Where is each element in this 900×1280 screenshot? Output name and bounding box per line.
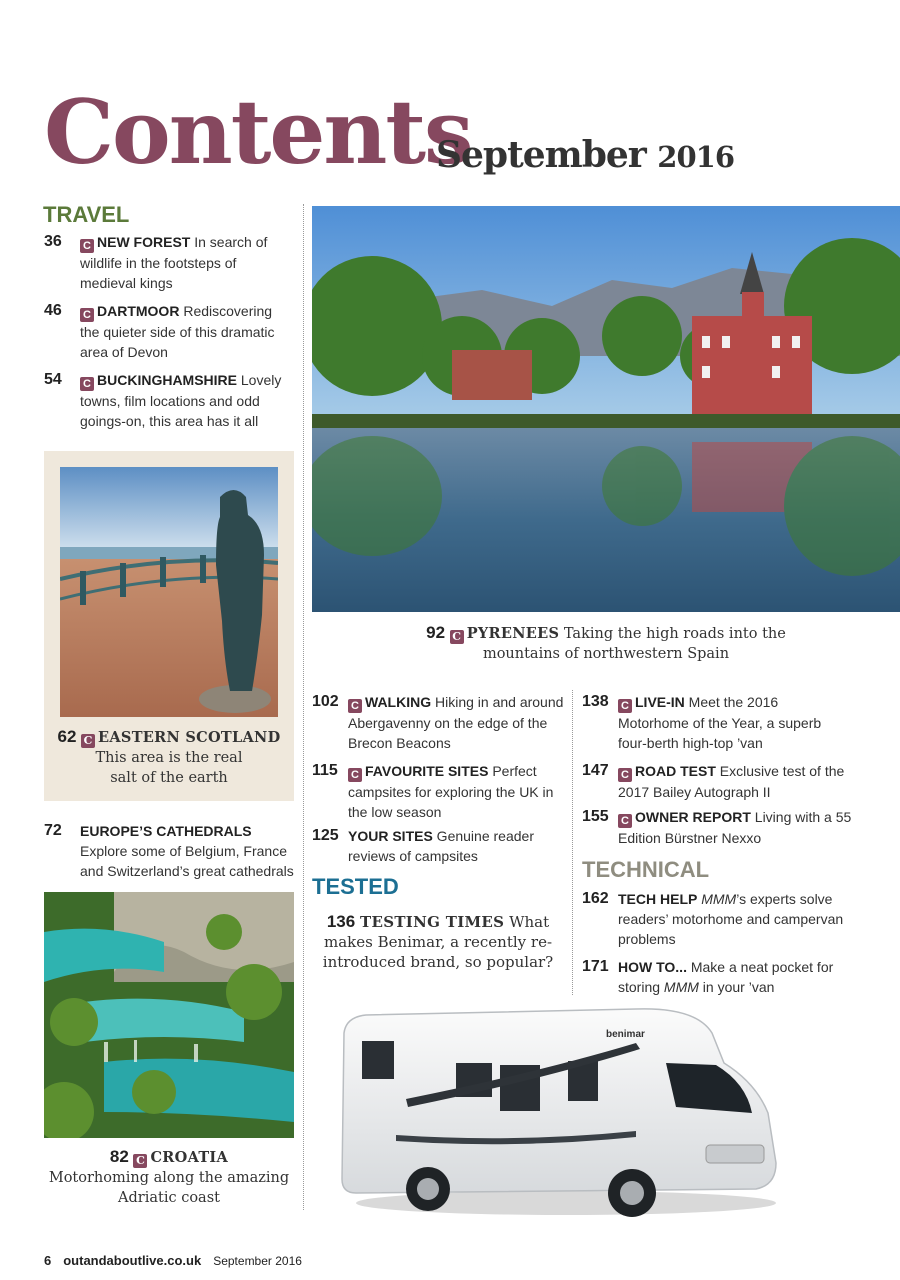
issue-date [436, 134, 735, 176]
c-badge-icon [81, 734, 95, 748]
section-tested: TESTED [312, 874, 399, 899]
caption-page-number: 62 [57, 727, 77, 746]
page-number: 171 [582, 958, 609, 975]
section-technical: TECHNICAL [582, 857, 710, 882]
caption-line: introduced brand, so popular? [322, 953, 554, 971]
pyrenees-photo[interactable] [312, 206, 900, 612]
toc-entry-dartmoor[interactable] [44, 301, 294, 363]
entry-text: In search of wildlife in the footsteps of medieval kings [80, 234, 268, 291]
entry-text: ’s experts solve readers’ motorhome and campervan problems [618, 891, 844, 947]
column-divider [572, 690, 573, 995]
entry-text: Perfect campsites for exploring the UK in the low season [348, 763, 554, 820]
caption-heading: TESTING TIMES [360, 913, 505, 931]
page-footer [44, 1253, 302, 1268]
entry-heading: BUCKINGHAMSHIRE [97, 372, 237, 388]
entry-heading: FAVOURITE SITES [365, 763, 489, 779]
section-travel: TRAVEL [43, 202, 130, 227]
toc-entry-cathedrals[interactable] [44, 821, 300, 883]
c-badge-icon [348, 699, 362, 713]
toc-entry-buckinghamshire[interactable] [44, 370, 294, 432]
caption-line: This area is the real [95, 750, 243, 766]
scotland-photo [60, 467, 278, 717]
page-number: 46 [44, 302, 62, 319]
scotland-caption [44, 727, 294, 788]
caption-heading: PYRENEES [466, 625, 560, 642]
toc-entry-owner-report[interactable] [582, 807, 852, 849]
motorhome-photo[interactable] [336, 1003, 780, 1225]
c-badge-icon [618, 699, 632, 713]
caption-line: salt of the earth [110, 770, 228, 786]
toc-entry-tech-help[interactable] [582, 889, 852, 951]
caption-line: Taking the high roads into the [559, 626, 786, 642]
caption-line: makes Benimar, a recently re- [323, 933, 553, 951]
entry-text: in your ’van [698, 979, 775, 995]
entry-heading: LIVE-IN [635, 694, 685, 710]
c-badge-icon [80, 308, 94, 322]
c-badge-icon [348, 768, 362, 782]
toc-entry-walking[interactable] [312, 692, 564, 754]
entry-heading: NEW FOREST [97, 234, 191, 250]
entry-heading: OWNER REPORT [635, 809, 751, 825]
van-brand-label: benimar [606, 1029, 645, 1040]
caption-line: Motorhoming along the amazing [48, 1170, 290, 1186]
caption-page-number: 92 [426, 623, 446, 642]
caption-page-number: 136 [326, 912, 356, 931]
entry-emphasis: MMM [701, 891, 737, 907]
footer-date: September 2016 [213, 1254, 302, 1268]
page-number: 155 [582, 808, 609, 825]
pyrenees-caption [312, 623, 900, 664]
page-number: 54 [44, 371, 62, 388]
column-divider [303, 204, 304, 1210]
caption-line: What [504, 913, 550, 931]
footer-site: outandaboutlive.co.uk [63, 1253, 202, 1268]
issue-month: September [436, 134, 646, 176]
entry-heading: DARTMOOR [97, 303, 180, 319]
page-number: 36 [44, 233, 62, 250]
entry-text: Exclusive test of the 2017 Bailey Autograph II [618, 763, 845, 800]
caption-heading: CROATIA [150, 1149, 229, 1166]
croatia-caption [44, 1147, 294, 1208]
toc-entry-testing-times[interactable] [312, 912, 564, 972]
toc-entry-road-test[interactable] [582, 761, 852, 803]
c-badge-icon [80, 239, 94, 253]
entry-emphasis: MMM [663, 979, 699, 995]
entry-heading: ROAD TEST [635, 763, 716, 779]
entry-text: Explore some of Belgium, France and Switzerland’s great cathedrals [80, 843, 294, 879]
toc-entry-new-forest[interactable] [44, 232, 294, 294]
wheel-icon [608, 1169, 656, 1217]
entry-text: Rediscovering the quieter side of this dramatic area of Devon [80, 303, 275, 360]
entry-heading: TECH HELP [618, 891, 698, 907]
scotland-photo-card[interactable] [44, 451, 294, 801]
toc-entry-your-sites[interactable] [312, 826, 564, 868]
entry-text: Living with a 55 Edition Bürstner Nexxo [618, 809, 852, 846]
entry-heading: YOUR SITES [348, 828, 433, 844]
entry-text: Genuine reader reviews of campsites [348, 828, 534, 864]
entry-text: Make a neat pocket for storing [618, 959, 834, 995]
page-number: 115 [312, 762, 338, 779]
caption-line: Adriatic coast [118, 1190, 220, 1206]
page-number: 72 [44, 822, 62, 839]
page-number: 147 [582, 762, 609, 779]
page-number: 102 [312, 693, 339, 710]
c-badge-icon [133, 1154, 147, 1168]
wheel-icon [406, 1167, 450, 1211]
entry-heading: WALKING [365, 694, 432, 710]
caption-line: mountains of northwestern Spain [482, 646, 730, 662]
toc-entry-favourite-sites[interactable] [312, 761, 564, 823]
entry-heading: HOW TO... [618, 959, 687, 975]
footer-page-number: 6 [44, 1253, 52, 1268]
toc-entry-live-in[interactable] [582, 692, 852, 754]
c-badge-icon [80, 377, 94, 391]
page-number: 162 [582, 890, 609, 907]
caption-page-number: 82 [109, 1147, 129, 1166]
entry-text: Meet the 2016 Motorhome of the Year, a superb four-berth high-top ’van [618, 694, 822, 751]
caption-heading: EASTERN SCOTLAND [98, 729, 281, 746]
croatia-photo[interactable] [44, 892, 294, 1138]
entry-heading: EUROPE’S CATHEDRALS [80, 823, 252, 839]
toc-entry-how-to[interactable] [582, 957, 852, 999]
issue-year: 2016 [657, 140, 735, 174]
page-title: Contents [44, 80, 472, 184]
page-number: 125 [312, 827, 339, 844]
page-number: 138 [582, 693, 609, 710]
c-badge-icon [618, 814, 632, 828]
c-badge-icon [450, 630, 464, 644]
entry-text: Hiking in and around Abergavenny on the edge of the Brecon Beacons [348, 694, 564, 751]
entry-text: Lovely towns, film locations and odd goings-on, this area has it all [80, 372, 282, 429]
c-badge-icon [618, 768, 632, 782]
